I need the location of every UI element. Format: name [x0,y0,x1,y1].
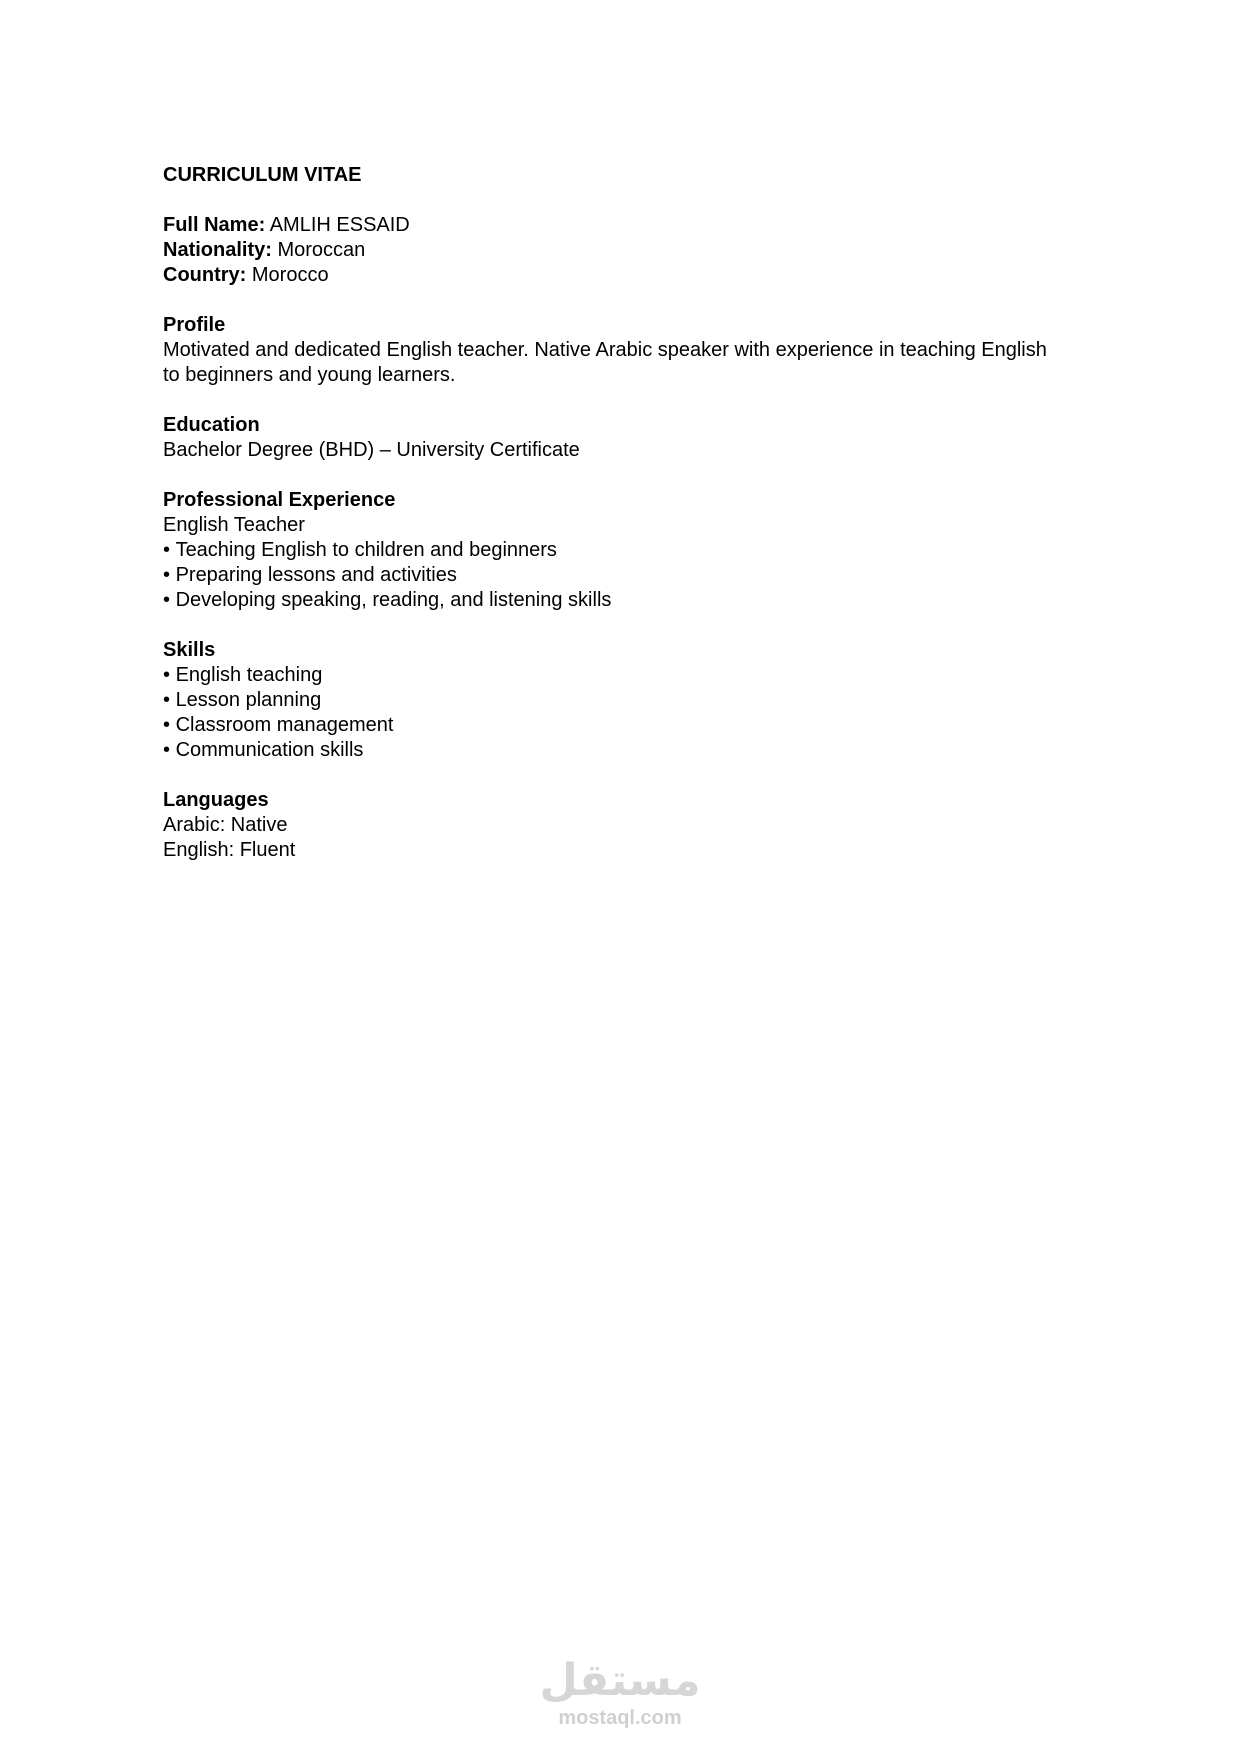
nationality-label: Nationality: [163,239,272,261]
education-heading: Education [163,414,260,436]
spacer [163,463,1063,488]
experience-role: English Teacher [163,514,305,536]
profile-text: Motivated and dedicated English teacher. Native Arabic speaker with experience in teaching English to beginners and young learners. [163,339,1047,386]
country-value: Morocco [251,264,329,286]
education-text: Bachelor Degree (BHD) – University Certificate [163,439,580,461]
list-item: • Teaching English to children and beginners [163,538,1063,563]
language-item: English: Fluent [163,839,296,861]
nationality-row [163,238,1063,263]
spacer [163,763,1063,788]
spacer [163,388,1063,413]
list-item: • Developing speaking, reading, and listening skills [163,588,1063,613]
country-label: Country: [163,264,247,286]
mostaql-watermark [520,1655,720,1735]
spacer [163,188,1063,213]
experience-heading: Professional Experience [163,489,396,511]
list-item: • Communication skills [163,738,1063,763]
list-item: • Preparing lessons and activities [163,563,1063,588]
full-name-row [163,213,1063,238]
skills-list [163,663,1063,763]
mostaql-logo-icon: مستقل [539,1655,701,1706]
spacer [163,288,1063,313]
document-title: CURRICULUM VITAE [163,164,362,186]
list-item: • Lesson planning [163,688,1063,713]
watermark-site: mostaql.com [558,1707,682,1729]
country-row [163,263,1063,288]
cv-document [163,163,1063,863]
list-item: • Classroom management [163,713,1063,738]
languages-heading: Languages [163,789,269,811]
list-item: • English teaching [163,663,1063,688]
nationality-value: Moroccan [277,239,366,261]
profile-heading: Profile [163,314,226,336]
full-name-label: Full Name: [163,214,266,236]
experience-list [163,538,1063,613]
spacer [163,613,1063,638]
full-name-value: AMLIH ESSAID [269,214,410,236]
language-item: Arabic: Native [163,814,288,836]
skills-heading: Skills [163,639,216,661]
